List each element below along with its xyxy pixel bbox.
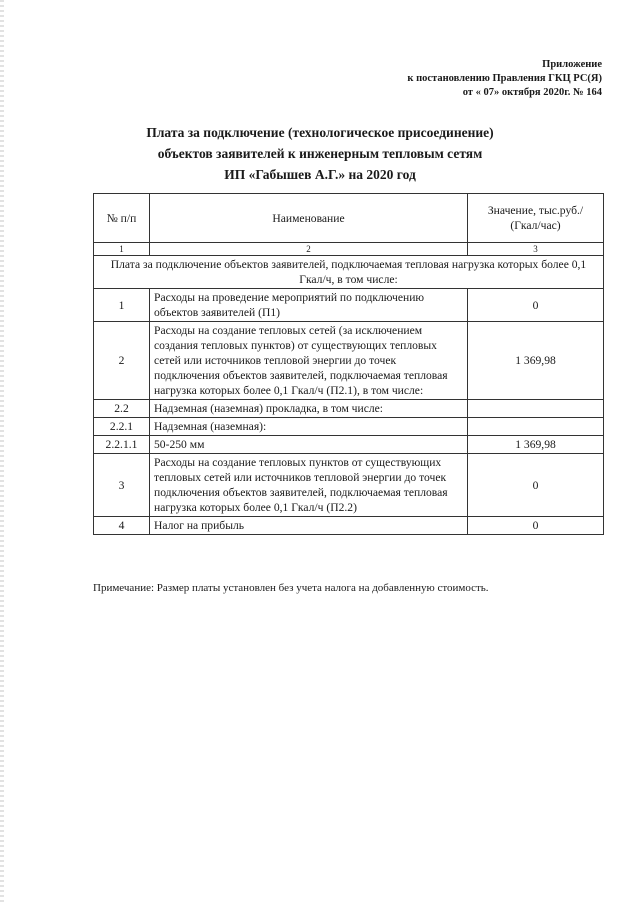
row-value: 1 369,98 (468, 436, 604, 454)
row-number: 3 (94, 454, 150, 517)
section-title: Плата за подключение объектов заявителей, подключаемая тепловая нагрузка которых более 0,1 Гкал/ч, в том числе: (94, 256, 604, 289)
header-value: Значение, тыс.руб./ (Гкал/час) (468, 194, 604, 243)
header-number: № п/п (94, 194, 150, 243)
row-name: Расходы на создание тепловых сетей (за исключением создания тепловых пунктов) от существующих тепловых сетей или источников тепловой энергии до точек подключения объектов заявителей, подключаемая тепловая нагрузка которых более 0,1 Гкал/ч (П2.1), в том числе: (150, 322, 468, 400)
table-row (94, 517, 604, 535)
table-row (94, 454, 604, 517)
row-value: 1 369,98 (468, 322, 604, 400)
row-number: 2 (94, 322, 150, 400)
column-number-2: 2 (150, 243, 468, 256)
title-line-3: ИП «Габышев А.Г.» на 2020 год (224, 167, 416, 182)
title-line-2: объектов заявителей к инженерным тепловым сетям (157, 146, 483, 161)
appendix-reference (302, 58, 602, 100)
document-title (40, 122, 600, 185)
column-number-1: 1 (94, 243, 150, 256)
table-row (94, 436, 604, 454)
column-number-3: 3 (468, 243, 604, 256)
table-row (94, 418, 604, 436)
row-value (468, 418, 604, 436)
row-name: Надземная (наземная): (150, 418, 468, 436)
table-row (94, 289, 604, 322)
header-name: Наименование (150, 194, 468, 243)
row-number: 2.2.1 (94, 418, 150, 436)
row-number: 2.2 (94, 400, 150, 418)
fee-table (93, 193, 604, 535)
row-value (468, 400, 604, 418)
appendix-line-2: к постановлению Правления ГКЦ РС(Я) (407, 73, 602, 84)
row-number: 1 (94, 289, 150, 322)
row-name: Налог на прибыль (150, 517, 468, 535)
row-name: Расходы на проведение мероприятий по подключению объектов заявителей (П1) (150, 289, 468, 322)
row-value: 0 (468, 517, 604, 535)
table-header-row (94, 194, 604, 243)
table-row (94, 322, 604, 400)
row-name: 50-250 мм (150, 436, 468, 454)
title-line-1: Плата за подключение (технологическое присоединение) (146, 125, 494, 140)
row-value: 0 (468, 454, 604, 517)
section-title-row (94, 256, 604, 289)
row-name: Надземная (наземная) прокладка, в том числе: (150, 400, 468, 418)
table-row (94, 400, 604, 418)
scan-edge-artifact (0, 0, 4, 905)
row-value: 0 (468, 289, 604, 322)
appendix-line-3: от « 07» октября 2020г. № 164 (462, 87, 602, 98)
row-number: 4 (94, 517, 150, 535)
footnote: Примечание: Размер платы установлен без учета налога на добавленную стоимость. (93, 582, 489, 594)
row-name: Расходы на создание тепловых пунктов от существующих тепловых сетей или источников тепловой энергии до точек подключения объектов заявителей, подключаемая тепловая нагрузка которых более 0,1 Гкал/ч (П2.2) (150, 454, 468, 517)
appendix-line-1: Приложение (542, 59, 602, 70)
column-number-row (94, 243, 604, 256)
row-number: 2.2.1.1 (94, 436, 150, 454)
